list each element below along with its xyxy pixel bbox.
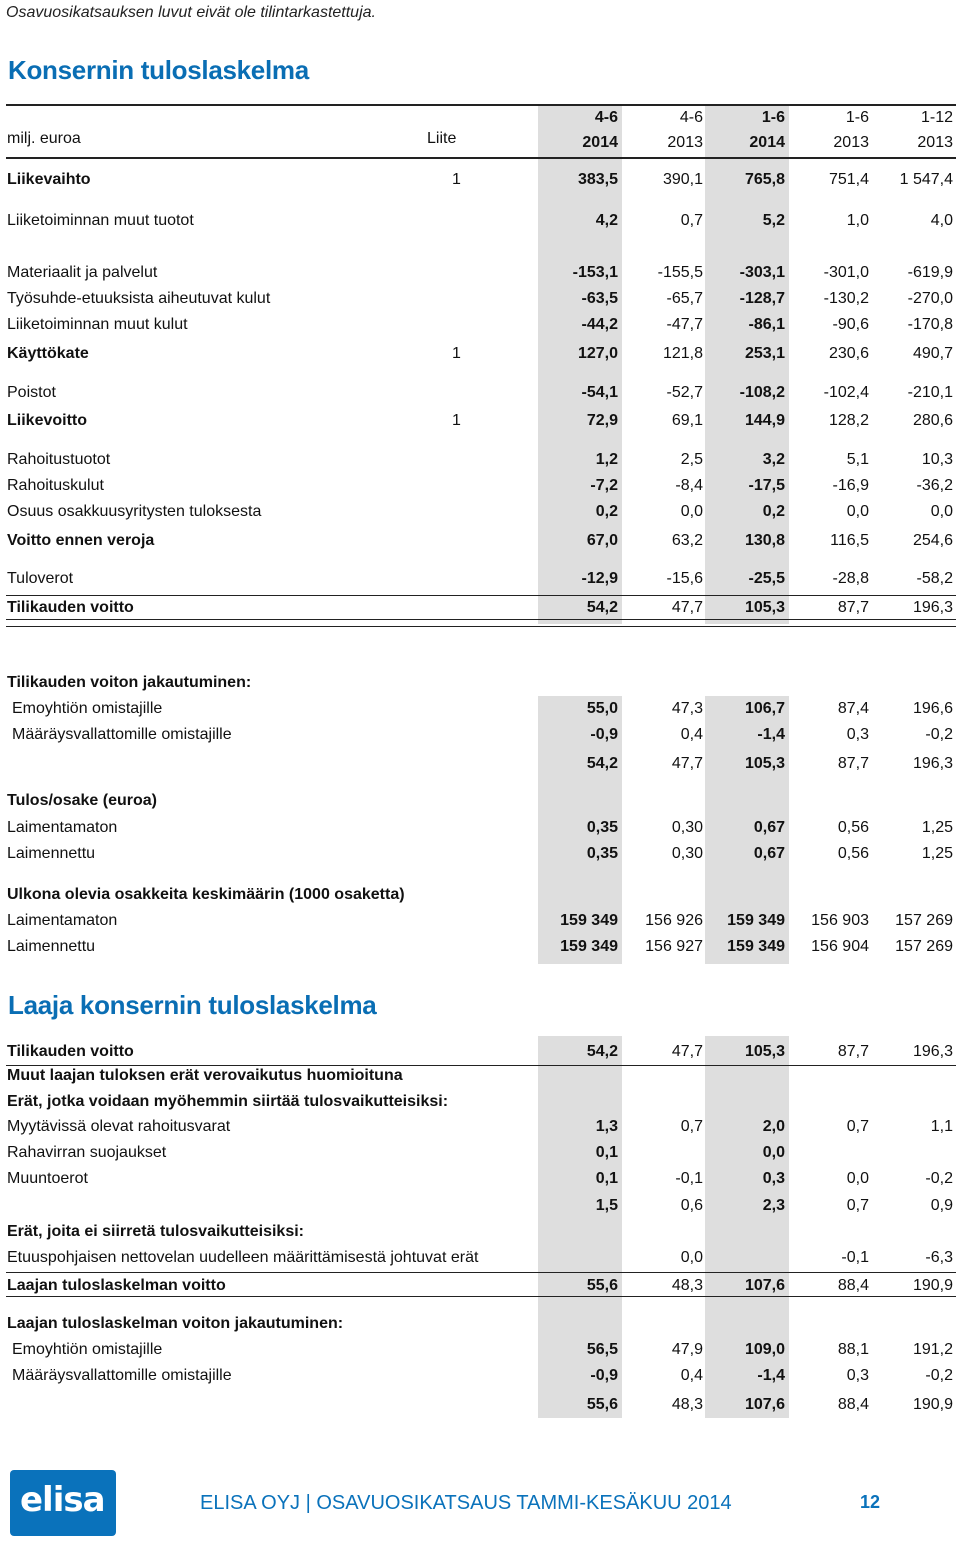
row-value-col-4: 0,56 [837,845,869,862]
row-value-col-3: 105,3 [744,1043,785,1060]
income-row [0,816,960,840]
comprehensive-row [0,1246,960,1270]
row-value-col-2: 0,7 [680,1118,703,1135]
row-value-col-5: -170,8 [907,316,953,333]
comprehensive-row [0,1274,960,1298]
row-value-col-5: -619,9 [907,264,953,281]
row-label: Tilikauden voitto [7,599,134,616]
row-label: Emoyhtiön omistajille [12,700,163,717]
row-value-col-2: 121,8 [662,345,703,362]
row-value-col-1: 55,0 [586,700,618,717]
liite-label: Liite [427,130,457,147]
row-value-col-1: -7,2 [590,477,618,494]
row-label: Liiketoiminnan muut kulut [7,316,188,333]
row-label: Liiketoiminnan muut tuotot [7,212,194,229]
row-value-col-2: 47,3 [671,700,703,717]
row-value-col-1: 67,0 [586,532,618,549]
row-value-col-4: 0,7 [846,1197,869,1214]
income-row [0,697,960,721]
row-value-col-1: 55,6 [586,1277,618,1294]
income-row [0,474,960,498]
row-value-col-3: 0,0 [762,1144,785,1161]
comprehensive-row [0,1115,960,1139]
row-label: Voitto ennen veroja [7,532,155,549]
row-value-col-2: -8,4 [675,477,703,494]
row-label: Rahoitustuotot [7,451,111,468]
row-value-col-1: 56,5 [586,1341,618,1358]
row-value-col-4: 156 904 [811,938,869,955]
period-col-5: 1-12 [920,109,953,126]
row-value-col-2: 48,3 [671,1277,703,1294]
comprehensive-row [0,1194,960,1218]
period-col-3: 1-6 [761,109,785,126]
row-value-col-2: 2,5 [680,451,703,468]
row-value-col-1: -63,5 [581,290,618,307]
row-value-col-1: 127,0 [577,345,618,362]
row-value-col-1: 54,2 [586,755,618,772]
row-value-col-3: -108,2 [739,384,785,401]
period-col-1: 4-6 [594,109,618,126]
row-value-col-2: 48,3 [671,1396,703,1413]
comprehensive-row [0,1040,960,1064]
unaudited-note: Osavuosikatsauksen luvut eivät ole tilintarkastettuja. [6,4,376,21]
income-row [0,723,960,747]
row-value-col-2: -0,1 [675,1170,703,1187]
income-row [0,671,960,695]
row-value-col-4: 128,2 [828,412,869,429]
row-value-col-3: -303,1 [739,264,785,281]
row-label: Etuuspohjaisen nettovelan uudelleen määrittämisestä johtuvat erät [7,1249,479,1266]
row-label: Laajan tuloslaskelman voiton jakautuminen: [7,1315,344,1332]
row-value-col-4: 87,7 [837,599,869,616]
row-value-col-5: -270,0 [907,290,953,307]
row-value-col-5: -0,2 [925,1367,953,1384]
comprehensive-row [0,1064,960,1088]
row-value-col-2: -155,5 [657,264,703,281]
footer-title: ELISA OYJ | OSAVUOSIKATSAUS TAMMI-KESÄKUU 2014 [200,1492,732,1514]
row-label: Erät, jotka voidaan myöhemmin siirtää tulosvaikutteisiksi: [7,1093,449,1110]
row-value-col-4: 0,0 [846,503,869,520]
row-label: Muut laajan tuloksen erät verovaikutus huomioituna [7,1067,403,1084]
year-col-5: 2013 [917,134,953,151]
row-value-col-4: 0,0 [846,1170,869,1187]
row-value-col-2: -47,7 [666,316,703,333]
income-row [0,789,960,813]
comprehensive-row [0,1312,960,1336]
row-label: Materiaalit ja palvelut [7,264,158,281]
row-value-col-5: -36,2 [916,477,953,494]
row-label: Osuus osakkuusyritysten tuloksesta [7,503,262,520]
row-value-col-2: 0,7 [680,212,703,229]
row-value-col-5: 280,6 [912,412,953,429]
income-row [0,596,960,620]
comprehensive-row [0,1364,960,1388]
row-value-col-1: 159 349 [560,938,618,955]
income-statement-title: Konsernin tuloslaskelma [8,55,309,85]
row-label: Tulos/osake (euroa) [7,792,157,809]
row-liite: 1 [452,345,461,362]
row-value-col-3: 105,3 [744,755,785,772]
row-label: Määräysvallattomille omistajille [12,1367,232,1384]
row-value-col-4: 88,4 [837,1396,869,1413]
row-value-col-1: 0,1 [595,1144,618,1161]
row-value-col-4: -301,0 [823,264,869,281]
year-col-1: 2014 [582,134,618,151]
income-row [0,909,960,933]
row-value-col-5: 1,1 [930,1118,953,1135]
row-value-col-5: 1 547,4 [899,171,953,188]
row-value-col-3: 0,67 [753,819,785,836]
row-value-col-4: -16,9 [832,477,869,494]
row-value-col-2: -65,7 [666,290,703,307]
row-value-col-3: -86,1 [748,316,785,333]
row-value-col-4: 87,7 [837,755,869,772]
comprehensive-income-title: Laaja konsernin tuloslaskelma [8,990,377,1020]
row-value-col-3: 107,6 [744,1277,785,1294]
row-value-col-3: 130,8 [744,532,785,549]
row-value-col-1: 4,2 [595,212,618,229]
row-label: Laimentamaton [7,912,118,929]
income-row [0,500,960,524]
row-value-col-3: 2,3 [762,1197,785,1214]
row-value-col-5: -0,2 [925,726,953,743]
row-label: Laimennettu [7,938,96,955]
row-liite: 1 [452,171,461,188]
row-value-col-3: 159 349 [727,912,785,929]
total-rule [6,1272,956,1273]
year-col-3: 2014 [749,134,785,151]
table-top-rule [6,104,956,106]
row-label: Tuloverot [7,570,74,587]
row-label: Ulkona olevia osakkeita keskimäärin (1000 osaketta) [7,886,405,903]
row-value-col-5: 157 269 [895,938,953,955]
row-value-col-5: 0,0 [930,503,953,520]
row-value-col-4: 5,1 [846,451,869,468]
comprehensive-row [0,1167,960,1191]
row-value-col-2: -15,6 [666,570,703,587]
row-value-col-4: -90,6 [832,316,869,333]
row-value-col-2: 0,30 [671,819,703,836]
row-value-col-5: -58,2 [916,570,953,587]
row-value-col-3: 2,0 [762,1118,785,1135]
row-value-col-5: -6,3 [925,1249,953,1266]
income-row [0,935,960,959]
row-value-col-5: 10,3 [921,451,953,468]
row-value-col-2: 47,7 [671,1043,703,1060]
row-value-col-3: 0,3 [762,1170,785,1187]
total-rule [6,595,956,596]
income-row [0,381,960,405]
row-label: Laajan tuloslaskelman voitto [7,1277,226,1294]
income-row [0,261,960,285]
row-label: Laimentamaton [7,819,118,836]
total-rule [6,626,956,627]
row-value-col-2: 0,0 [680,503,703,520]
row-liite: 1 [452,412,461,429]
row-value-col-2: 156 927 [645,938,703,955]
row-value-col-3: -1,4 [757,726,785,743]
row-value-col-1: -44,2 [581,316,618,333]
row-label: Tilikauden voitto [7,1043,134,1060]
income-row [0,168,960,192]
row-value-col-4: -102,4 [823,384,869,401]
row-label: Rahavirran suojaukset [7,1144,167,1161]
row-value-col-4: 88,4 [837,1277,869,1294]
row-value-col-5: 196,3 [912,755,953,772]
page-number: 12 [860,1492,881,1512]
row-value-col-4: 1,0 [846,212,869,229]
row-value-col-5: 1,25 [921,845,953,862]
income-row [0,529,960,553]
row-value-col-2: 0,0 [680,1249,703,1266]
header-rule [6,157,956,159]
row-value-col-4: 0,56 [837,819,869,836]
row-value-col-5: -0,2 [925,1170,953,1187]
row-value-col-4: 0,3 [846,726,869,743]
row-value-col-4: 230,6 [828,345,869,362]
comprehensive-row [0,1141,960,1165]
row-value-col-5: 196,3 [912,1043,953,1060]
row-value-col-2: 0,30 [671,845,703,862]
row-value-col-4: 0,7 [846,1118,869,1135]
row-value-col-1: -54,1 [581,384,618,401]
row-label: Muuntoerot [7,1170,88,1187]
row-value-col-2: -52,7 [666,384,703,401]
income-row [0,287,960,311]
row-value-col-3: 144,9 [744,412,785,429]
row-value-col-2: 47,7 [671,599,703,616]
row-value-col-5: 157 269 [895,912,953,929]
row-value-col-3: -17,5 [748,477,785,494]
row-value-col-1: 54,2 [586,1043,618,1060]
row-value-col-1: 159 349 [560,912,618,929]
income-row [0,409,960,433]
income-row [0,752,960,776]
row-value-col-1: 72,9 [586,412,618,429]
row-label: Käyttökate [7,345,89,362]
row-value-col-3: 0,2 [762,503,785,520]
income-row [0,209,960,233]
row-value-col-1: -153,1 [572,264,618,281]
row-value-col-1: -12,9 [581,570,618,587]
row-label: Emoyhtiön omistajille [12,1341,163,1358]
row-value-col-1: 54,2 [586,599,618,616]
elisa-logo [10,1470,116,1536]
row-label: Laimennettu [7,845,96,862]
row-value-col-4: -130,2 [823,290,869,307]
row-value-col-1: 1,2 [595,451,618,468]
row-value-col-4: 156 903 [811,912,869,929]
row-label: Liikevaihto [7,171,91,188]
row-value-col-1: 1,5 [595,1197,618,1214]
row-value-col-2: 69,1 [671,412,703,429]
row-value-col-2: 0,4 [680,726,703,743]
row-value-col-1: 0,2 [595,503,618,520]
period-col-4: 1-6 [845,109,869,126]
row-value-col-1: 383,5 [577,171,618,188]
total-rule [6,1065,956,1066]
row-value-col-4: 87,7 [837,1043,869,1060]
row-value-col-5: 4,0 [930,212,953,229]
row-value-col-3: 105,3 [744,599,785,616]
row-value-col-3: 5,2 [762,212,785,229]
row-value-col-5: 254,6 [912,532,953,549]
year-col-4: 2013 [833,134,869,151]
row-value-col-3: -128,7 [739,290,785,307]
row-value-col-1: 0,35 [586,819,618,836]
row-value-col-5: 190,9 [912,1396,953,1413]
row-label: Rahoituskulut [7,477,104,494]
row-value-col-1: -0,9 [590,1367,618,1384]
row-value-col-2: 63,2 [671,532,703,549]
row-label: Tilikauden voiton jakautuminen: [7,674,252,691]
income-row [0,342,960,366]
row-value-col-1: -0,9 [590,726,618,743]
row-value-col-4: 87,4 [837,700,869,717]
row-value-col-4: 0,3 [846,1367,869,1384]
row-value-col-5: 196,6 [912,700,953,717]
comprehensive-row [0,1393,960,1417]
row-value-col-4: 88,1 [837,1341,869,1358]
total-rule [6,619,956,620]
row-value-col-5: 0,9 [930,1197,953,1214]
row-value-col-3: 106,7 [744,700,785,717]
income-row [0,842,960,866]
row-value-col-3: 253,1 [744,345,785,362]
row-value-col-5: 490,7 [912,345,953,362]
comprehensive-row [0,1338,960,1362]
row-value-col-5: 1,25 [921,819,953,836]
row-value-col-2: 47,9 [671,1341,703,1358]
year-col-2: 2013 [667,134,703,151]
row-value-col-3: 107,6 [744,1396,785,1413]
row-value-col-4: -28,8 [832,570,869,587]
row-value-col-3: 765,8 [744,171,785,188]
comprehensive-row [0,1220,960,1244]
row-value-col-2: 47,7 [671,755,703,772]
row-label: Myytävissä olevat rahoitusvarat [7,1118,231,1135]
row-label: Liikevoitto [7,412,88,429]
total-rule [6,1296,956,1297]
row-value-col-2: 0,4 [680,1367,703,1384]
income-row [0,448,960,472]
row-value-col-1: 55,6 [586,1396,618,1413]
period-col-2: 4-6 [679,109,703,126]
logo-text: elisa [20,1480,105,1520]
row-value-col-1: 0,35 [586,845,618,862]
row-value-col-2: 390,1 [662,171,703,188]
row-label: Määräysvallattomille omistajille [12,726,232,743]
row-label: Erät, joita ei siirretä tulosvaikutteisiksi: [7,1223,304,1240]
income-row [0,883,960,907]
row-label: Poistot [7,384,56,401]
row-value-col-3: -1,4 [757,1367,785,1384]
row-value-col-3: 0,67 [753,845,785,862]
row-value-col-1: 1,3 [595,1118,618,1135]
comprehensive-row [0,1090,960,1114]
row-value-col-2: 0,6 [680,1197,703,1214]
row-value-col-1: 0,1 [595,1170,618,1187]
row-value-col-3: 159 349 [727,938,785,955]
row-value-col-4: 116,5 [830,532,869,549]
row-value-col-3: -25,5 [748,570,785,587]
income-row [0,313,960,337]
income-row [0,567,960,591]
row-value-col-2: 156 926 [645,912,703,929]
row-value-col-3: 3,2 [762,451,785,468]
row-value-col-5: 190,9 [912,1277,953,1294]
row-value-col-5: 191,2 [912,1341,953,1358]
row-value-col-3: 109,0 [744,1341,785,1358]
row-value-col-4: -0,1 [841,1249,869,1266]
unit-label: milj. euroa [7,130,81,147]
row-label: Työsuhde-etuuksista aiheutuvat kulut [7,290,271,307]
row-value-col-4: 751,4 [828,171,869,188]
row-value-col-5: 196,3 [912,599,953,616]
row-value-col-5: -210,1 [907,384,953,401]
